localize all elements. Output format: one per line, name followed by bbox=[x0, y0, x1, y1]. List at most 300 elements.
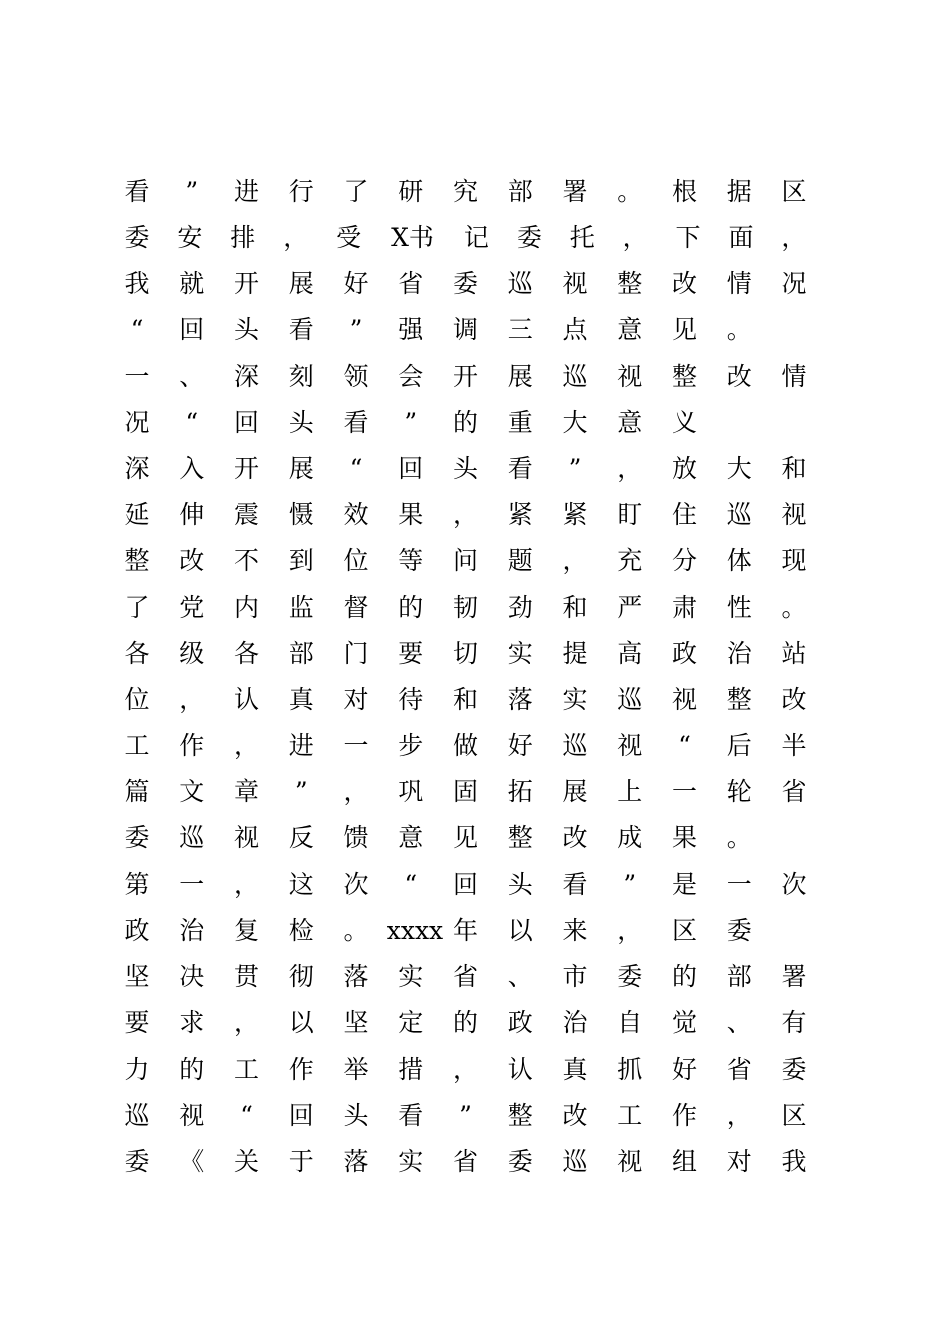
char-token: 大 bbox=[726, 454, 752, 483]
heading-line bbox=[113, 403, 818, 443]
char-token: 头 bbox=[233, 315, 259, 344]
char-token: 党 bbox=[179, 593, 205, 622]
text-line bbox=[113, 541, 818, 581]
char-token: 部 bbox=[507, 177, 533, 206]
char-token: 改 bbox=[781, 685, 807, 714]
char-token: 次 bbox=[781, 870, 807, 899]
char-token: 。 bbox=[726, 315, 752, 344]
char-token: 回 bbox=[288, 1101, 314, 1130]
char-token: 重 bbox=[507, 408, 533, 437]
text-line bbox=[113, 1003, 818, 1043]
char-token: 整 bbox=[726, 685, 752, 714]
char-token: 看 bbox=[507, 454, 533, 483]
char-token: 文 bbox=[179, 777, 205, 806]
char-token: 现 bbox=[781, 546, 807, 575]
char-token: 视 bbox=[617, 1147, 643, 1176]
char-token: 委 bbox=[124, 1147, 150, 1176]
char-token: 展 bbox=[288, 269, 314, 298]
char-token: 。 bbox=[343, 916, 369, 945]
char-token: 实 bbox=[562, 685, 588, 714]
char-token: 记 bbox=[463, 223, 489, 252]
char-token: 头 bbox=[507, 870, 533, 899]
char-token: X书 bbox=[391, 223, 434, 252]
char-token: 章 bbox=[233, 777, 259, 806]
char-token: 工 bbox=[124, 731, 150, 760]
char-token: 改 bbox=[671, 269, 697, 298]
char-token: 好 bbox=[507, 731, 533, 760]
char-token: 各 bbox=[124, 639, 150, 668]
char-token: ， bbox=[726, 1101, 752, 1130]
text-line bbox=[113, 449, 818, 489]
char-token: 的 bbox=[452, 1008, 478, 1037]
text-line bbox=[113, 634, 818, 674]
char-token: 自 bbox=[617, 1008, 643, 1037]
char-token: 慑 bbox=[288, 500, 314, 529]
char-token: 和 bbox=[781, 454, 807, 483]
text-line bbox=[113, 818, 818, 858]
char-token: 和 bbox=[562, 593, 588, 622]
char-token: 委 bbox=[452, 269, 478, 298]
char-token: 好 bbox=[343, 269, 369, 298]
char-token: 充 bbox=[617, 546, 643, 575]
char-token: 领 bbox=[343, 362, 369, 391]
char-token: 以 bbox=[288, 1008, 314, 1037]
char-token: 分 bbox=[671, 546, 697, 575]
char-token: 步 bbox=[398, 731, 424, 760]
char-token: 行 bbox=[288, 177, 314, 206]
char-token: 果 bbox=[398, 500, 424, 529]
text-line bbox=[113, 218, 818, 258]
char-token: 工 bbox=[617, 1101, 643, 1130]
char-token: 况 bbox=[124, 408, 150, 437]
char-token: 入 bbox=[179, 454, 205, 483]
char-token: 效 bbox=[343, 500, 369, 529]
char-token: 意 bbox=[398, 823, 424, 852]
char-token: 据 bbox=[726, 177, 752, 206]
char-token: 展 bbox=[507, 362, 533, 391]
char-token: 真 bbox=[562, 1055, 588, 1084]
char-token: 作 bbox=[671, 1101, 697, 1130]
char-token: 切 bbox=[452, 639, 478, 668]
char-token: 研 bbox=[398, 177, 424, 206]
char-token: 见 bbox=[452, 823, 478, 852]
char-token: 点 bbox=[562, 315, 588, 344]
char-token: 看 bbox=[124, 177, 150, 206]
char-token: 措 bbox=[398, 1055, 424, 1084]
char-token: ， bbox=[233, 731, 259, 760]
char-token: 深 bbox=[124, 454, 150, 483]
char-token: 的 bbox=[452, 408, 478, 437]
char-token: 真 bbox=[288, 685, 314, 714]
char-token: 上 bbox=[617, 777, 643, 806]
char-token: 区 bbox=[781, 1101, 807, 1130]
char-token: 回 bbox=[233, 408, 259, 437]
char-token: 要 bbox=[124, 1008, 150, 1037]
char-token: 检 bbox=[288, 916, 314, 945]
char-token: 延 bbox=[124, 500, 150, 529]
char-token: 视 bbox=[562, 269, 588, 298]
char-token: 调 bbox=[452, 315, 478, 344]
char-token: 治 bbox=[179, 916, 205, 945]
char-token: “ bbox=[130, 315, 144, 344]
char-token: 体 bbox=[726, 546, 752, 575]
char-token: 展 bbox=[562, 777, 588, 806]
char-token: 巡 bbox=[124, 1101, 150, 1130]
char-token: 情 bbox=[781, 362, 807, 391]
char-token: 政 bbox=[124, 916, 150, 945]
char-token: 落 bbox=[507, 685, 533, 714]
char-token: 抓 bbox=[617, 1055, 643, 1084]
char-token: 安 bbox=[177, 223, 203, 252]
char-token: 回 bbox=[179, 315, 205, 344]
char-token: ” bbox=[568, 454, 582, 483]
char-token: 看 bbox=[562, 870, 588, 899]
char-token: 市 bbox=[562, 962, 588, 991]
char-token: 、 bbox=[507, 962, 533, 991]
char-token: 会 bbox=[398, 362, 424, 391]
char-token: 篇 bbox=[124, 777, 150, 806]
char-token: 头 bbox=[452, 454, 478, 483]
char-token: 盯 bbox=[617, 500, 643, 529]
char-token: 待 bbox=[398, 685, 424, 714]
char-token: 来 bbox=[562, 916, 588, 945]
text-line bbox=[113, 310, 818, 350]
char-token: 回 bbox=[452, 870, 478, 899]
char-token: 伸 bbox=[179, 500, 205, 529]
char-token: 排 bbox=[230, 223, 256, 252]
char-token: 面 bbox=[728, 223, 754, 252]
char-token: 门 bbox=[343, 639, 369, 668]
char-token: 改 bbox=[562, 823, 588, 852]
char-token: 整 bbox=[507, 1101, 533, 1130]
char-token: 一 bbox=[671, 777, 697, 806]
char-token: 和 bbox=[452, 685, 478, 714]
char-token: 震 bbox=[233, 500, 259, 529]
char-token: 委 bbox=[617, 962, 643, 991]
char-token: ， bbox=[452, 1055, 478, 1084]
text-line bbox=[113, 495, 818, 535]
char-token: 下 bbox=[675, 223, 701, 252]
char-token: 部 bbox=[726, 962, 752, 991]
char-token: 落 bbox=[343, 1147, 369, 1176]
char-token: ” bbox=[349, 315, 363, 344]
char-token: 巡 bbox=[617, 685, 643, 714]
char-token: 视 bbox=[671, 685, 697, 714]
char-token: 开 bbox=[233, 269, 259, 298]
char-token: 巡 bbox=[562, 362, 588, 391]
text-line bbox=[113, 772, 818, 812]
char-token: ， bbox=[622, 223, 648, 252]
char-token: 大 bbox=[562, 408, 588, 437]
char-token: 整 bbox=[124, 546, 150, 575]
char-token: ， bbox=[233, 1008, 259, 1037]
text-line bbox=[113, 1050, 818, 1090]
char-token: 、 bbox=[179, 362, 205, 391]
text-line bbox=[113, 1142, 818, 1182]
char-token: 委 bbox=[507, 1147, 533, 1176]
char-token: “ bbox=[404, 870, 418, 899]
char-token: 放 bbox=[671, 454, 697, 483]
char-token: 关 bbox=[233, 1147, 259, 1176]
char-token: “ bbox=[349, 454, 363, 483]
char-token: 省 bbox=[398, 269, 424, 298]
char-token: ， bbox=[617, 454, 643, 483]
char-token: 的 bbox=[671, 962, 697, 991]
char-token: 就 bbox=[179, 269, 205, 298]
char-token: 、 bbox=[726, 1008, 752, 1037]
text-line bbox=[113, 588, 818, 628]
char-token: 进 bbox=[233, 177, 259, 206]
char-token: 工 bbox=[233, 1055, 259, 1084]
char-token: 治 bbox=[562, 1008, 588, 1037]
char-token: 部 bbox=[288, 639, 314, 668]
char-token: 定 bbox=[398, 1008, 424, 1037]
char-token: 坚 bbox=[343, 1008, 369, 1037]
char-token: 是 bbox=[671, 870, 697, 899]
char-token: 巡 bbox=[562, 731, 588, 760]
char-token: 对 bbox=[343, 685, 369, 714]
char-token: 署 bbox=[781, 962, 807, 991]
text-line bbox=[113, 680, 818, 720]
char-token: 拓 bbox=[507, 777, 533, 806]
char-token: 。 bbox=[781, 593, 807, 622]
char-token: 意 bbox=[617, 315, 643, 344]
char-token: 省 bbox=[452, 962, 478, 991]
char-token: 性 bbox=[726, 593, 752, 622]
char-token: ， bbox=[283, 223, 309, 252]
char-token: 开 bbox=[452, 362, 478, 391]
char-token: 实 bbox=[398, 962, 424, 991]
char-token: 刻 bbox=[288, 362, 314, 391]
text-line bbox=[113, 172, 818, 212]
char-token: 实 bbox=[398, 1147, 424, 1176]
char-token: 区 bbox=[671, 916, 697, 945]
char-token: 巡 bbox=[726, 500, 752, 529]
char-token: 住 bbox=[671, 500, 697, 529]
char-token: 《 bbox=[179, 1147, 205, 1176]
char-token: 委 bbox=[124, 223, 150, 252]
char-token: 况 bbox=[781, 269, 807, 298]
char-token: 严 bbox=[617, 593, 643, 622]
char-token: 视 bbox=[617, 362, 643, 391]
char-token: ” bbox=[185, 177, 199, 206]
char-token: 巩 bbox=[398, 777, 424, 806]
char-token: 果 bbox=[671, 823, 697, 852]
heading-line bbox=[113, 357, 818, 397]
char-token: ” bbox=[459, 1101, 472, 1130]
char-token: 委 bbox=[781, 1055, 807, 1084]
char-token: 问 bbox=[452, 546, 478, 575]
char-token: 贯 bbox=[233, 962, 259, 991]
char-token: 强 bbox=[398, 315, 424, 344]
char-token: 。 bbox=[617, 177, 643, 206]
char-token: 视 bbox=[617, 731, 643, 760]
char-token: 好 bbox=[671, 1055, 697, 1084]
char-token: 头 bbox=[343, 1101, 369, 1130]
char-token: 作 bbox=[288, 1055, 314, 1084]
char-token: 我 bbox=[781, 1147, 807, 1176]
char-token: 整 bbox=[617, 269, 643, 298]
text-line bbox=[113, 1096, 818, 1136]
char-token: 以 bbox=[507, 916, 533, 945]
char-token: 成 bbox=[617, 823, 643, 852]
char-token: 究 bbox=[452, 177, 478, 206]
char-token: 一 bbox=[124, 362, 150, 391]
char-token: 省 bbox=[726, 1055, 752, 1084]
char-token: “ bbox=[185, 408, 199, 437]
char-token: xxxx bbox=[386, 916, 444, 945]
char-token: 巡 bbox=[562, 1147, 588, 1176]
char-token: 巡 bbox=[179, 823, 205, 852]
char-token: 韧 bbox=[452, 593, 478, 622]
char-token: 改 bbox=[726, 362, 752, 391]
char-token: 作 bbox=[179, 731, 205, 760]
char-token: 监 bbox=[288, 593, 314, 622]
char-token: ， bbox=[562, 546, 588, 575]
char-token: 区 bbox=[781, 177, 807, 206]
char-token: 内 bbox=[233, 593, 259, 622]
char-token: ” bbox=[294, 777, 308, 806]
char-token: 举 bbox=[343, 1055, 369, 1084]
char-token: “ bbox=[678, 731, 691, 760]
char-token: 回 bbox=[398, 454, 424, 483]
char-token: 意 bbox=[617, 408, 643, 437]
char-token: 有 bbox=[781, 1008, 807, 1037]
char-token: 了 bbox=[343, 177, 369, 206]
char-token: 轮 bbox=[726, 777, 752, 806]
char-token: 不 bbox=[233, 546, 259, 575]
char-token: 整 bbox=[671, 362, 697, 391]
char-token: 求 bbox=[179, 1008, 205, 1037]
char-token: 一 bbox=[726, 870, 752, 899]
char-token: ” bbox=[404, 408, 418, 437]
char-token: 彻 bbox=[288, 962, 314, 991]
char-token: 改 bbox=[179, 546, 205, 575]
char-token: 认 bbox=[507, 1055, 533, 1084]
char-token: 一 bbox=[343, 731, 369, 760]
char-token: 巡 bbox=[507, 269, 533, 298]
char-token: 头 bbox=[288, 408, 314, 437]
char-token: 级 bbox=[179, 639, 205, 668]
char-token: 政 bbox=[671, 639, 697, 668]
char-token: 委 bbox=[516, 223, 542, 252]
char-token: 开 bbox=[233, 454, 259, 483]
char-token: 站 bbox=[781, 639, 807, 668]
char-token: ， bbox=[343, 777, 369, 806]
char-token: 治 bbox=[726, 639, 752, 668]
char-token: 三 bbox=[507, 315, 533, 344]
text-line bbox=[113, 957, 818, 997]
char-token: 位 bbox=[343, 546, 369, 575]
char-token: 视 bbox=[781, 500, 807, 529]
char-token: 。 bbox=[726, 823, 752, 852]
char-token: 一 bbox=[179, 870, 205, 899]
char-token: 看 bbox=[288, 315, 314, 344]
char-token: 等 bbox=[398, 546, 424, 575]
char-token: 了 bbox=[124, 593, 150, 622]
char-token: 见 bbox=[671, 315, 697, 344]
char-token: 改 bbox=[562, 1101, 588, 1130]
char-token: 对 bbox=[726, 1147, 752, 1176]
char-token: 这 bbox=[288, 870, 314, 899]
char-token: 视 bbox=[233, 823, 259, 852]
char-token: 深 bbox=[233, 362, 259, 391]
char-token: 托 bbox=[569, 223, 595, 252]
char-token: 义 bbox=[671, 408, 697, 437]
char-token: 署 bbox=[562, 177, 588, 206]
char-token: ， bbox=[179, 685, 205, 714]
char-token: 到 bbox=[288, 546, 314, 575]
char-token: 看 bbox=[398, 1101, 424, 1130]
char-token: ” bbox=[623, 870, 637, 899]
text-line bbox=[113, 726, 818, 766]
char-token: 肃 bbox=[671, 593, 697, 622]
text-line bbox=[113, 911, 818, 951]
char-token: 省 bbox=[781, 777, 807, 806]
char-token: 反 bbox=[288, 823, 314, 852]
char-token: 做 bbox=[452, 731, 478, 760]
char-token: 政 bbox=[507, 1008, 533, 1037]
char-token: 馈 bbox=[343, 823, 369, 852]
char-token: “ bbox=[240, 1101, 253, 1130]
char-token: ， bbox=[452, 500, 478, 529]
char-token: ， bbox=[781, 223, 807, 252]
char-token: 进 bbox=[288, 731, 314, 760]
char-token: 半 bbox=[781, 731, 807, 760]
char-token: 受 bbox=[336, 223, 362, 252]
char-token: 委 bbox=[124, 823, 150, 852]
char-token: 省 bbox=[452, 1147, 478, 1176]
char-token: 落 bbox=[343, 962, 369, 991]
text-line bbox=[113, 865, 818, 905]
char-token: 力 bbox=[124, 1055, 150, 1084]
char-token: 要 bbox=[398, 639, 424, 668]
char-token: 题 bbox=[507, 546, 533, 575]
char-token: 位 bbox=[124, 685, 150, 714]
char-token: 于 bbox=[288, 1147, 314, 1176]
char-token: 视 bbox=[179, 1101, 205, 1130]
char-token: 高 bbox=[617, 639, 643, 668]
char-token: 认 bbox=[233, 685, 259, 714]
char-token: 的 bbox=[179, 1055, 205, 1084]
char-token: 第 bbox=[124, 870, 150, 899]
char-token: 紧 bbox=[562, 500, 588, 529]
char-token: 年 bbox=[452, 916, 478, 945]
char-token: 坚 bbox=[124, 962, 150, 991]
char-token: 实 bbox=[507, 639, 533, 668]
char-token: 的 bbox=[398, 593, 424, 622]
char-token: 展 bbox=[288, 454, 314, 483]
char-token: 整 bbox=[507, 823, 533, 852]
text-line bbox=[113, 264, 818, 304]
char-token: 提 bbox=[562, 639, 588, 668]
char-token: 根 bbox=[671, 177, 697, 206]
char-token: 各 bbox=[233, 639, 259, 668]
char-token: 次 bbox=[343, 870, 369, 899]
char-token: 看 bbox=[343, 408, 369, 437]
char-token: 后 bbox=[726, 731, 752, 760]
char-token: 我 bbox=[124, 269, 150, 298]
char-token: 觉 bbox=[671, 1008, 697, 1037]
char-token: 督 bbox=[343, 593, 369, 622]
char-token: 固 bbox=[452, 777, 478, 806]
char-token: 劲 bbox=[507, 593, 533, 622]
char-token: ， bbox=[617, 916, 643, 945]
char-token: 紧 bbox=[507, 500, 533, 529]
char-token: 情 bbox=[726, 269, 752, 298]
char-token: 委 bbox=[726, 916, 752, 945]
char-token: ， bbox=[233, 870, 259, 899]
